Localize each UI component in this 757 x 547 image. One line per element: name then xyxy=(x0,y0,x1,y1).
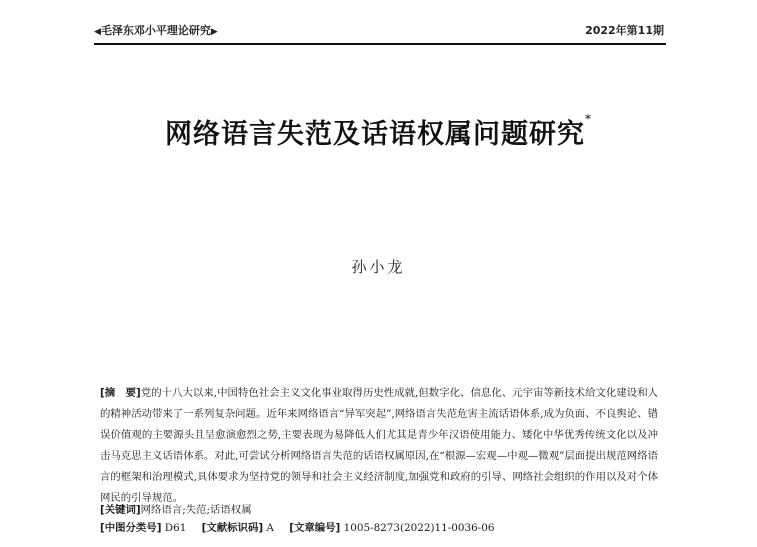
doc-code-label: [文献标识码] xyxy=(201,522,264,534)
classification-line xyxy=(100,519,658,534)
clc-value: D61 xyxy=(164,522,187,534)
keywords-line xyxy=(100,501,658,516)
journal-name-text: 毛泽东邓小平理论研究 xyxy=(100,24,211,37)
right-marker-icon: ▶ xyxy=(210,27,218,37)
left-marker-icon: ◀ xyxy=(94,27,101,37)
journal-name xyxy=(94,22,218,38)
header-rule xyxy=(94,43,666,45)
running-header xyxy=(94,20,666,40)
title-text: 网络语言失范及话语权属问题研究 xyxy=(165,119,585,150)
doc-code-value: A xyxy=(266,522,274,534)
article-number-label: [文章编号] xyxy=(289,522,341,534)
article-number-value: 1005-8273(2022)11-0036-06 xyxy=(343,522,495,534)
clc-field xyxy=(100,522,186,534)
keywords-text: 网络语言;失范;话语权属 xyxy=(140,504,252,516)
page-title xyxy=(0,112,757,151)
title-footnote-mark: * xyxy=(585,112,592,126)
issue-number: 2022年第11期 xyxy=(585,24,664,37)
abstract-label: [摘 要] xyxy=(100,387,141,399)
article-number-field xyxy=(289,522,494,534)
abstract-text: 党的十八大以来,中国特色社会主义文化事业取得历史性成就,但数字化、信息化、元宇宙等新技术给文化建设和人的精神活动带来了一系列复杂问题。近年来网络语言“异军突起”,网络语言失范危害主流话语体系,成为负面、不良舆论、错误价值观的主要源头且呈愈演愈烈之势,主要表现为易降低人们尤其是青少年汉语使用能力、矮化中华优秀传统文化以及冲击马克思主义话语体系。对此,可尝试分析网络语言失范的话语权属原因,在“根源—宏观—中观—微观”层面提出规范网络语言的框架和治理模式,具体要求为坚持党的领导和社会主义经济制度,加强党和政府的引导、网络社会组织的作用以及对个体网民的引导规范。 xyxy=(100,387,659,504)
author-name: 孙小龙 xyxy=(351,258,406,276)
abstract-paragraph xyxy=(100,383,658,509)
clc-label: [中图分类号] xyxy=(100,522,162,534)
doc-code-field xyxy=(202,522,274,534)
keywords-label: [关键词] xyxy=(100,504,141,516)
